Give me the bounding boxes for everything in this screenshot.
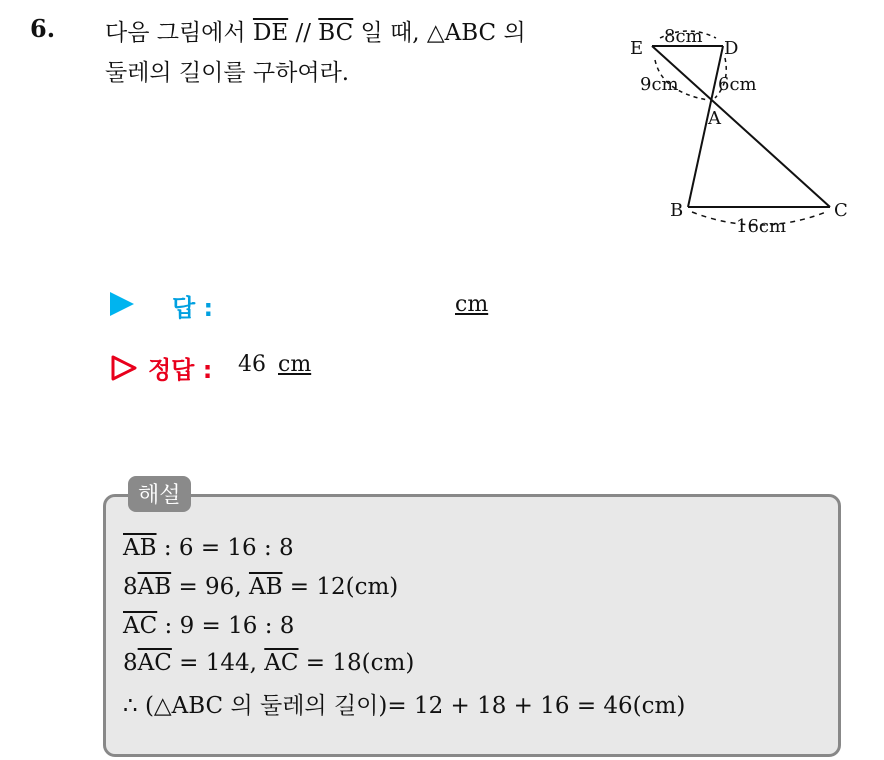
length-bc: 16cm (736, 216, 787, 235)
solution-text: : 6 = 16 : 8 (156, 535, 294, 561)
solution-line-2 (123, 574, 398, 600)
label-e: E (630, 38, 644, 59)
label-d: D (724, 38, 739, 59)
label-c: C (834, 200, 848, 221)
length-ea: 9cm (640, 74, 679, 95)
segment-bc: $\overline{BC}$ (318, 20, 354, 46)
length-da: 6cm (718, 74, 757, 95)
correct-arrow-icon (110, 354, 138, 382)
explanation-tag: 해설 (128, 476, 191, 512)
solution-text: = 144, (171, 650, 265, 676)
solution-text: = 12(cm) (282, 574, 399, 600)
segment-ab: $\overline{AB}$ (123, 535, 157, 561)
segment-ec-line (652, 46, 830, 207)
answer-unit: cm (455, 292, 489, 317)
problem-number: 6. (30, 14, 56, 43)
segment-de: $\overline{DE}$ (252, 20, 289, 46)
answer-label: 답 : (172, 294, 214, 322)
length-ed: 8cm (664, 26, 703, 47)
answer-arrow-icon (110, 292, 134, 316)
segment-ab: $\overline{AB}$ (137, 574, 172, 600)
solution-text: = 96, (171, 574, 249, 600)
solution-text: : 9 = 16 : 8 (157, 613, 295, 639)
solution-text: 8 (123, 574, 138, 600)
solution-line-1 (123, 535, 294, 561)
label-a: A (708, 108, 721, 129)
correct-value: 46 (238, 352, 266, 377)
solution-line-5: ∴ (△ABC 의 둘레의 길이)= 12 + 18 + 16 = 46(cm) (123, 693, 686, 719)
correct-unit: cm (278, 352, 312, 377)
segment-ac: $\overline{AC}$ (123, 613, 158, 639)
triangle-figure (620, 20, 860, 235)
problem-line-1 (105, 14, 526, 47)
correct-label: 정답 : (148, 356, 213, 384)
segment-ac: $\overline{AC}$ (137, 650, 172, 676)
segment-ac: $\overline{AC}$ (264, 650, 299, 676)
label-b: B (670, 200, 684, 221)
solution-text: = 18(cm) (298, 650, 415, 676)
problem-line-2: 둘레의 길이를 구하여라. (105, 60, 350, 86)
problem-text: 다음 그림에서 (105, 20, 253, 46)
solution-line-4 (123, 650, 414, 676)
segment-ab: $\overline{AB}$ (248, 574, 283, 600)
parallel-symbol: // (288, 20, 319, 46)
solution-line-3 (123, 613, 294, 639)
problem-text: 일 때, △ABC 의 (353, 20, 526, 46)
solution-text: 8 (123, 650, 138, 676)
